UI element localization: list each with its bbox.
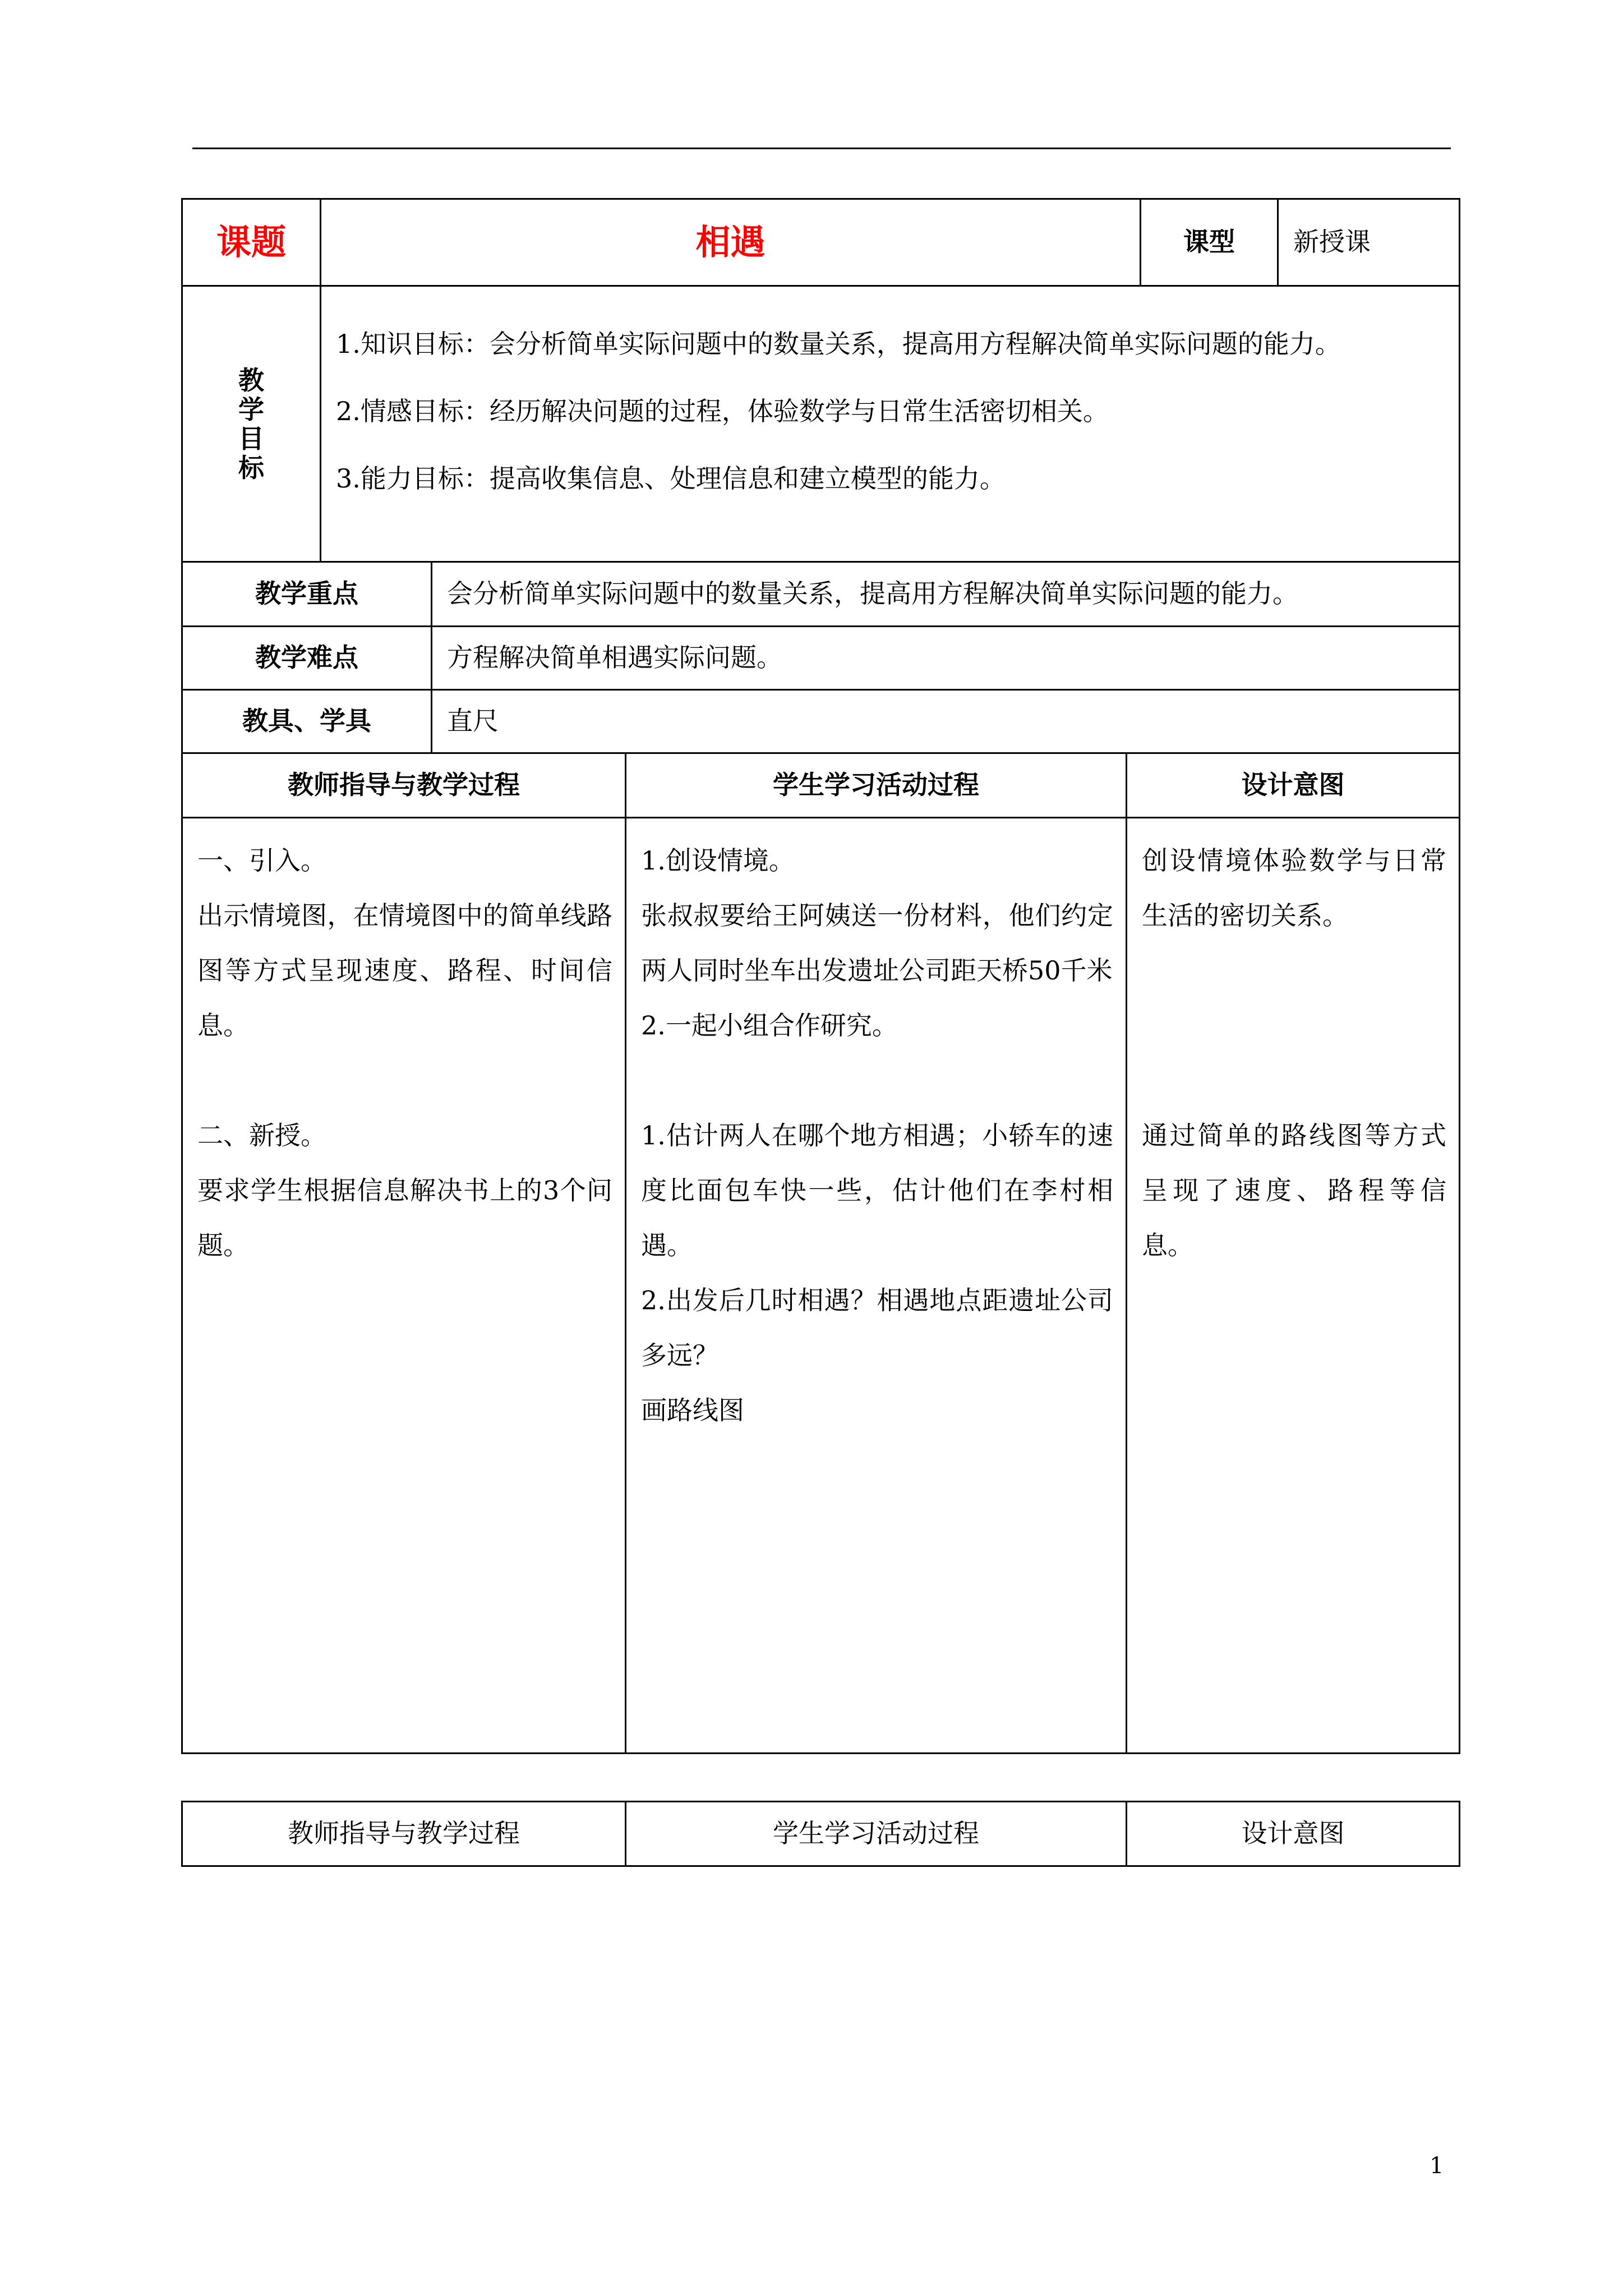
student-activity-header: 学生学习活动过程 (626, 753, 1127, 818)
design-intent-header: 设计意图 (1127, 753, 1460, 818)
topic-label: 课题 (182, 199, 321, 286)
teacher-para: 一、引入。 (197, 845, 326, 876)
intent-para: 创设情境体验数学与日常生活的密切关系。 (1142, 845, 1446, 931)
student-activity-cell (626, 818, 1127, 1754)
objective-item: 2.情感目标：经历解决问题的过程，体验数学与日常生活密切相关。 (336, 396, 1109, 426)
student-para: 张叔叔要给王阿姨送一份材料，他们约定两人同时坐车出发遗址公司距天桥50千米 (641, 900, 1113, 986)
teacher-para: 出示情境图，在情境图中的简单线路图等方式呈现速度、路程、时间信息。 (197, 900, 612, 1041)
difficulties-label: 教学难点 (182, 627, 432, 690)
page-number: 1 (1430, 2153, 1444, 2179)
teacher-process-header-cont: 教师指导与教学过程 (182, 1802, 626, 1866)
teacher-para: 要求学生根据信息解决书上的3个问题。 (197, 1175, 612, 1260)
topic-value: 相遇 (321, 199, 1141, 286)
spacer (1127, 943, 1459, 998)
tools-value: 直尺 (432, 690, 1460, 753)
student-para: 画路线图 (641, 1395, 744, 1425)
process-table (181, 752, 1460, 1754)
objectives-label-cell (182, 286, 321, 562)
student-para: 2.一起小组合作研究。 (641, 1010, 898, 1041)
student-para: 2.出发后几时相遇？相遇地点距遗址公司多远？ (641, 1285, 1113, 1370)
objectives-label: 教学目标 (238, 365, 264, 483)
spacer (626, 1053, 1126, 1108)
tools-label: 教具、学具 (182, 690, 432, 753)
header-rule (192, 148, 1451, 149)
design-intent-cell (1127, 818, 1460, 1754)
objective-item: 1.知识目标：会分析简单实际问题中的数量关系，提高用方程解决简单实际问题的能力。 (336, 329, 1341, 359)
difficulties-value: 方程解决简单相遇实际问题。 (432, 627, 1460, 690)
type-value: 新授课 (1278, 199, 1460, 286)
spacer (183, 1053, 625, 1108)
key-points-label: 教学重点 (182, 562, 432, 627)
spacer (1127, 998, 1459, 1053)
spacer (1127, 1053, 1459, 1108)
objectives-cell (321, 286, 1460, 562)
student-para: 1.创设情境。 (641, 845, 795, 876)
lesson-info-table (181, 198, 1460, 754)
intent-para: 通过简单的路线图等方式呈现了速度、路程等信息。 (1142, 1120, 1446, 1260)
type-label: 课型 (1141, 199, 1278, 286)
teacher-process-header: 教师指导与教学过程 (182, 753, 626, 818)
teacher-para: 二、新授。 (197, 1120, 326, 1151)
continuation-table (181, 1801, 1460, 1867)
student-para: 1.估计两人在哪个地方相遇；小轿车的速度比面包车快一些，估计他们在李村相遇。 (641, 1120, 1113, 1260)
design-intent-header-cont: 设计意图 (1127, 1802, 1460, 1866)
key-points-value: 会分析简单实际问题中的数量关系，提高用方程解决简单实际问题的能力。 (432, 562, 1460, 627)
student-activity-header-cont: 学生学习活动过程 (626, 1802, 1127, 1866)
objective-item: 3.能力目标：提高收集信息、处理信息和建立模型的能力。 (336, 463, 1006, 494)
teacher-process-cell (182, 818, 626, 1754)
